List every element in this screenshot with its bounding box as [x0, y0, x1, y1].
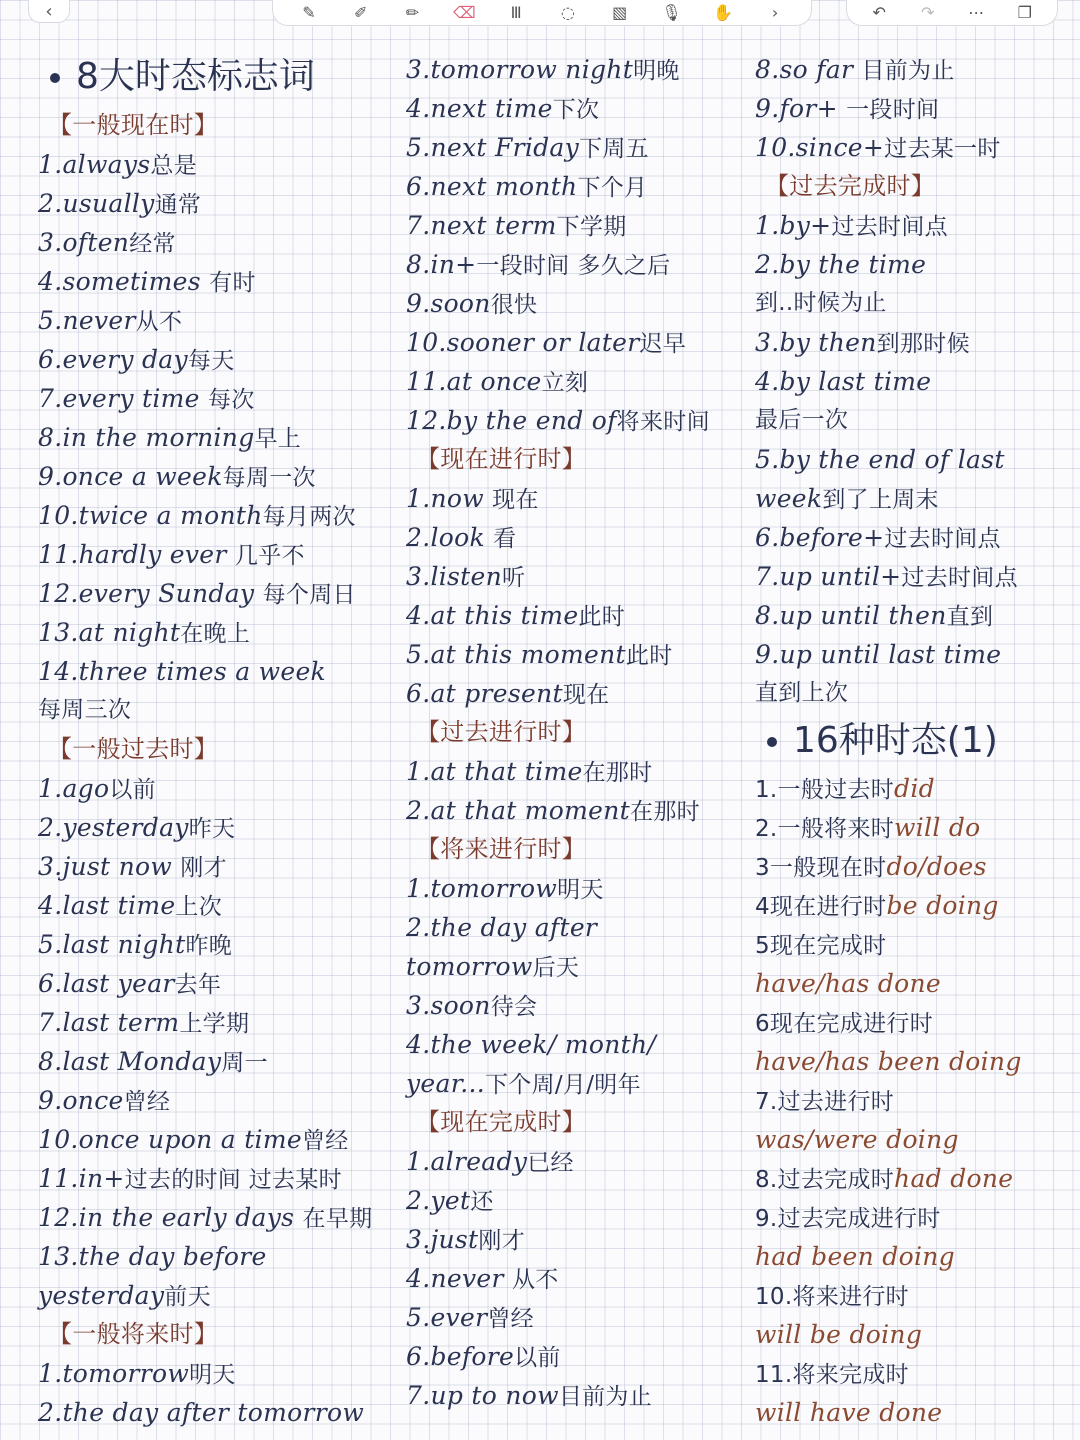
english-term: 5.ever — [406, 1303, 488, 1332]
bullet-dot — [50, 73, 60, 83]
english-term: yesterday — [38, 1281, 165, 1310]
chinese-meaning: 明天 — [189, 1362, 236, 1388]
english-term: 2.yesterday — [38, 813, 189, 842]
chinese-meaning: 立刻 — [541, 370, 589, 396]
tense-form: did — [894, 774, 935, 803]
chinese-meaning: 在晚上 — [180, 621, 251, 647]
history-palette — [846, 0, 1058, 26]
note-line — [406, 752, 751, 791]
chinese-meaning: 下周五 — [579, 136, 649, 162]
pencil-icon[interactable]: ✐ — [353, 3, 368, 22]
english-term: 4.last time — [38, 891, 176, 920]
english-term: 7.last term — [38, 1008, 180, 1037]
column-3-lines-bottom — [755, 769, 1075, 1432]
chinese-meaning: 此时 — [625, 643, 673, 669]
english-term: 10.twice a month — [38, 501, 263, 530]
tool-palette — [272, 0, 812, 26]
column-3 — [755, 50, 1075, 1432]
english-term: 8.up until then — [755, 601, 947, 630]
english-term: 5.never — [38, 306, 136, 335]
lasso-icon[interactable]: ◌ — [560, 3, 575, 22]
section-heading: 【过去进行时】 — [416, 718, 587, 746]
english-term: 3.just — [406, 1225, 479, 1254]
english-term: 6.before+ — [755, 523, 885, 552]
pages-icon[interactable]: ❐ — [1017, 3, 1032, 22]
chinese-meaning: 目前为止 — [558, 1384, 653, 1410]
note-line — [38, 379, 398, 418]
section-heading: 【一般现在时】 — [48, 111, 219, 139]
chinese-meaning: 去年 — [174, 972, 222, 998]
english-term: 1.tomorrow — [406, 874, 558, 903]
english-term: 6.every day — [38, 345, 188, 374]
note-line: have/has done — [755, 969, 941, 998]
note-line — [755, 808, 1075, 847]
chinese-meaning: 5现在完成时 — [755, 933, 887, 959]
note-line — [406, 50, 751, 89]
note-line — [38, 886, 398, 925]
chinese-meaning: 迟早 — [639, 331, 687, 357]
note-line — [406, 1337, 751, 1376]
chinese-meaning: 曾经 — [123, 1089, 171, 1115]
note-line: will have done — [755, 1398, 943, 1427]
note-line — [406, 635, 751, 674]
column-1 — [38, 48, 398, 1432]
more-icon[interactable]: ⋯ — [968, 3, 985, 22]
highlighter-icon[interactable]: ✏ — [405, 3, 420, 22]
chinese-meaning: 目前为止 — [861, 58, 955, 84]
chinese-meaning: 现在 — [562, 682, 610, 708]
chinese-meaning: 下学期 — [556, 214, 627, 240]
chinese-meaning: 有时 — [209, 270, 256, 296]
note-line — [38, 340, 398, 379]
english-term: 6.next month — [406, 172, 578, 201]
tense-form: be doing — [886, 891, 999, 920]
note-line — [38, 1159, 398, 1198]
english-term: 3.listen — [406, 562, 503, 591]
chinese-meaning: 待会 — [490, 994, 538, 1020]
english-term: 4.at this time — [406, 601, 579, 630]
column-2 — [406, 50, 751, 1415]
english-term: 1.at that time — [406, 757, 583, 786]
note-line: was/were doing — [755, 1125, 959, 1154]
note-line — [406, 1220, 751, 1259]
chinese-meaning: 直到 — [946, 604, 994, 630]
chinese-meaning: 明晚 — [633, 58, 680, 84]
english-term: 11.in+ — [38, 1164, 125, 1193]
english-term: 13.at night — [38, 618, 181, 647]
page-title — [38, 48, 398, 106]
note-line — [755, 128, 1075, 167]
chinese-meaning: 在那时 — [582, 760, 653, 786]
note-line — [38, 1237, 398, 1276]
note-line — [755, 362, 1075, 401]
tense-form: do/does — [886, 852, 987, 881]
note-line: 每周三次 — [38, 697, 132, 723]
english-term: 10.once upon a time — [38, 1125, 302, 1154]
note-line — [38, 301, 398, 340]
chinese-meaning: 刚才 — [180, 855, 227, 881]
note-line — [406, 557, 751, 596]
english-term: 11.hardly ever — [38, 540, 235, 569]
english-term: 14.three times a week — [38, 657, 327, 686]
note-line — [406, 206, 751, 245]
note-line — [406, 362, 751, 401]
note-line — [38, 847, 398, 886]
english-term: 2.at that moment — [406, 796, 631, 825]
chinese-meaning: 每月两次 — [262, 504, 356, 530]
pen-icon[interactable]: ✎ — [302, 3, 316, 22]
english-term: 4.never — [406, 1264, 512, 1293]
english-term: 3.just now — [38, 852, 181, 881]
english-term: 6.before — [406, 1342, 515, 1371]
note-line — [755, 50, 1075, 89]
note-line — [406, 284, 751, 323]
column-1-lines — [38, 106, 398, 1432]
note-line — [38, 1003, 398, 1042]
chinese-meaning: 在那时 — [630, 799, 700, 825]
note-line — [38, 1081, 398, 1120]
note-line — [406, 674, 751, 713]
english-term: 2.the day after tomorrow — [38, 1398, 365, 1427]
note-line — [406, 947, 751, 986]
english-term: 3.soon — [406, 991, 491, 1020]
chinese-meaning: 以前 — [109, 777, 156, 803]
english-term: 8.so far — [755, 55, 862, 84]
chinese-meaning: 一段时间 — [846, 97, 940, 123]
note-line — [755, 1354, 1075, 1393]
note-line — [406, 167, 751, 206]
note-line — [755, 557, 1075, 596]
chinese-meaning: 到那时候 — [876, 331, 970, 357]
chinese-meaning: 4现在进行时 — [755, 894, 887, 920]
note-line — [406, 1259, 751, 1298]
chinese-meaning: 3一般现在时 — [755, 855, 887, 881]
redo-icon[interactable]: ↷ — [921, 3, 935, 22]
note-line — [406, 869, 751, 908]
english-term: 1.by+ — [755, 211, 832, 240]
english-term: tomorrow — [406, 952, 533, 981]
note-line — [755, 1198, 1075, 1237]
note-line — [38, 925, 398, 964]
note-line — [38, 496, 398, 535]
column-3-lines-top — [755, 50, 1075, 713]
note-line — [406, 1064, 751, 1103]
chinese-meaning: 明天 — [557, 877, 604, 903]
note-line — [755, 925, 1075, 964]
chinese-meaning: 现在 — [492, 487, 539, 513]
english-term: 9.soon — [406, 289, 491, 318]
english-term: 1.now — [406, 484, 493, 513]
chinese-meaning: 后天 — [532, 955, 580, 981]
section-heading: 【过去完成时】 — [765, 172, 936, 200]
tense-form: had done — [894, 1164, 1014, 1193]
chinese-meaning: 2.一般将来时 — [755, 816, 895, 842]
chinese-meaning: 过去的时间 过去某时 — [124, 1167, 342, 1193]
note-line — [38, 457, 398, 496]
chinese-meaning: 从不 — [511, 1267, 559, 1293]
english-term: 3.often — [38, 228, 130, 257]
note-line — [406, 596, 751, 635]
text-tool-icon[interactable]: Ⅲ — [510, 3, 522, 22]
note-line — [406, 128, 751, 167]
english-term: 13.the day before — [38, 1242, 267, 1271]
note-line — [38, 964, 398, 1003]
chinese-meaning: 8.过去完成时 — [755, 1167, 895, 1193]
note-line — [406, 1142, 751, 1181]
english-term: 4.by last time — [755, 367, 932, 396]
english-term: 1.ago — [38, 774, 110, 803]
section-heading: 【现在完成时】 — [416, 1108, 587, 1136]
note-line — [755, 1276, 1075, 1315]
chinese-meaning: 9.过去完成进行时 — [755, 1206, 941, 1232]
note-line — [38, 184, 398, 223]
english-term: 9.once — [38, 1086, 124, 1115]
chinese-meaning: 早上 — [254, 426, 302, 452]
english-term: 8.in+ — [406, 250, 477, 279]
note-line — [38, 1276, 398, 1315]
tense-form: will do — [894, 813, 981, 842]
english-term: 2.look — [406, 523, 494, 552]
chinese-meaning: 每个周日 — [262, 582, 356, 608]
chinese-meaning: 曾经 — [487, 1306, 534, 1332]
note-line — [755, 635, 1075, 674]
note-line — [406, 1376, 751, 1415]
section-heading: 【一般将来时】 — [48, 1320, 219, 1348]
note-line — [38, 145, 398, 184]
note-line — [406, 479, 751, 518]
note-line — [406, 89, 751, 128]
note-line — [406, 245, 751, 284]
chinese-meaning: 通常 — [154, 192, 202, 218]
note-line — [38, 652, 398, 691]
english-term: 9.up until last time — [755, 640, 1002, 669]
english-term: 2.usually — [38, 189, 155, 218]
toolbar — [0, 0, 1080, 40]
chinese-meaning: 每周一次 — [222, 465, 316, 491]
english-term: 6.last year — [38, 969, 175, 998]
note-line — [406, 791, 751, 830]
english-term: 9.for+ — [755, 94, 847, 123]
section-heading: 【现在进行时】 — [416, 445, 587, 473]
note-line — [755, 847, 1075, 886]
english-term: 5.next Friday — [406, 133, 580, 162]
section-title-16-tenses — [755, 713, 1075, 769]
image-icon[interactable]: ▧ — [612, 3, 628, 22]
english-term: 3.by then — [755, 328, 877, 357]
note-line: 到..时候为止 — [755, 290, 887, 316]
note-line — [755, 1159, 1075, 1198]
chinese-meaning: 6现在完成进行时 — [755, 1011, 934, 1037]
chinese-meaning: 过去时间点 — [901, 565, 1018, 591]
chinese-meaning: 以前 — [514, 1345, 561, 1371]
title-text: 8大时态标志词 — [76, 56, 315, 97]
english-term: 7.up until+ — [755, 562, 902, 591]
note-line — [406, 323, 751, 362]
english-term: 8.in the morning — [38, 423, 255, 452]
section-heading: 【一般过去时】 — [48, 735, 219, 763]
chinese-meaning: 几乎不 — [234, 543, 305, 569]
section-heading: 【将来进行时】 — [416, 835, 587, 863]
bullet-dot — [767, 737, 777, 747]
note-line: have/has been doing — [755, 1047, 1022, 1076]
chinese-meaning: 每次 — [207, 387, 255, 413]
microphone-icon[interactable]: 🎙 — [661, 3, 682, 22]
chinese-meaning: 从不 — [135, 309, 183, 335]
note-line — [38, 1042, 398, 1081]
chinese-meaning: 下个周/月/明年 — [484, 1072, 641, 1098]
english-term: 2.by the time — [755, 250, 927, 279]
chinese-meaning: 周一 — [221, 1050, 268, 1076]
chinese-meaning: 1.一般过去时 — [755, 777, 895, 803]
note-line — [755, 206, 1075, 245]
note-line — [38, 535, 398, 574]
note-line — [38, 769, 398, 808]
note-line — [406, 1298, 751, 1337]
chinese-meaning: 前天 — [164, 1284, 211, 1310]
chinese-meaning: 10.将来进行时 — [755, 1284, 909, 1310]
english-term: 9.once a week — [38, 462, 223, 491]
chinese-meaning: 此时 — [578, 604, 626, 630]
chinese-meaning: 过去时间点 — [884, 526, 1001, 552]
chinese-meaning: 经常 — [129, 231, 176, 257]
note-line — [755, 1081, 1075, 1120]
undo-icon[interactable]: ↶ — [872, 3, 886, 22]
chinese-meaning: 已经 — [527, 1150, 574, 1176]
note-line — [38, 574, 398, 613]
chevron-right-icon[interactable]: › — [771, 3, 779, 22]
note-line — [755, 323, 1075, 362]
english-term: 10.sooner or later — [406, 328, 640, 357]
note-line — [38, 223, 398, 262]
chinese-meaning: 很快 — [490, 292, 538, 318]
note-line — [755, 596, 1075, 635]
english-term: 2.yet — [406, 1186, 471, 1215]
note-line — [755, 440, 1075, 479]
english-term: 7.every time — [38, 384, 208, 413]
chinese-meaning: 过去某一时 — [884, 136, 1001, 162]
chinese-meaning: 将来时间 — [616, 409, 710, 435]
note-line — [38, 808, 398, 847]
back-arrow-icon: ‹ — [45, 0, 53, 22]
english-term: week — [755, 484, 823, 513]
english-term: 10.since+ — [755, 133, 885, 162]
english-term: 1.tomorrow — [38, 1359, 190, 1388]
note-line — [38, 1198, 398, 1237]
note-line — [755, 479, 1075, 518]
note-line — [38, 1354, 398, 1393]
note-line — [38, 613, 398, 652]
english-term: 5.last night — [38, 930, 186, 959]
note-line — [38, 418, 398, 457]
english-term: 3.tomorrow night — [406, 55, 634, 84]
english-term: 4.next time — [406, 94, 553, 123]
section-title-text: 16种时态(1) — [793, 720, 998, 761]
note-line: had been doing — [755, 1242, 955, 1271]
note-line — [406, 518, 751, 557]
chinese-meaning: 每天 — [187, 348, 235, 374]
note-line — [38, 1393, 398, 1432]
english-term: 5.at this moment — [406, 640, 626, 669]
note-line: 最后一次 — [755, 407, 849, 433]
chinese-meaning: 下个月 — [577, 175, 648, 201]
chinese-meaning: 听 — [502, 565, 526, 591]
chinese-meaning: 7.过去进行时 — [755, 1089, 895, 1115]
note-line: 直到上次 — [755, 680, 849, 706]
note-line — [406, 1181, 751, 1220]
chinese-meaning: 看 — [493, 526, 517, 552]
note-line — [406, 986, 751, 1025]
back-button[interactable] — [28, 0, 70, 23]
chinese-meaning: 昨晚 — [185, 933, 233, 959]
english-term: year... — [406, 1069, 485, 1098]
note-line — [755, 518, 1075, 557]
english-term: 6.at present — [406, 679, 563, 708]
chinese-meaning: 下次 — [552, 97, 600, 123]
english-term: 5.by the end of last — [755, 445, 1005, 474]
english-term: 7.up to now — [406, 1381, 559, 1410]
english-term: 8.last Monday — [38, 1047, 222, 1076]
chinese-meaning: 总是 — [150, 153, 198, 179]
note-line — [406, 401, 751, 440]
note-line — [755, 1003, 1075, 1042]
chinese-meaning: 在早期 — [302, 1206, 373, 1232]
chinese-meaning: 上次 — [175, 894, 223, 920]
english-term: 12.by the end of — [406, 406, 617, 435]
chinese-meaning: 到了上周末 — [822, 487, 939, 513]
note-line — [38, 262, 398, 301]
hand-icon[interactable]: ✋ — [713, 3, 734, 22]
chinese-meaning: 昨天 — [188, 816, 236, 842]
note-line — [406, 908, 751, 947]
note-line: will be doing — [755, 1320, 923, 1349]
note-line — [755, 769, 1075, 808]
english-term: 4.sometimes — [38, 267, 210, 296]
english-term: 12.every Sunday — [38, 579, 263, 608]
english-term: 11.at once — [406, 367, 542, 396]
english-term: 1.already — [406, 1147, 528, 1176]
note-line — [755, 886, 1075, 925]
note-line — [755, 245, 1075, 284]
english-term: 1.always — [38, 150, 151, 179]
chinese-meaning: 11.将来完成时 — [755, 1362, 909, 1388]
english-term: 12.in the early days — [38, 1203, 303, 1232]
chinese-meaning: 过去时间点 — [831, 214, 948, 240]
chinese-meaning: 还 — [470, 1189, 494, 1215]
english-term: 2.the day after — [406, 913, 598, 942]
chinese-meaning: 曾经 — [301, 1128, 349, 1154]
chinese-meaning: 一段时间 多久之后 — [476, 253, 671, 279]
chinese-meaning: 上学期 — [179, 1011, 250, 1037]
column-2-lines — [406, 50, 751, 1415]
eraser-icon[interactable]: ⌫ — [452, 3, 476, 22]
english-term: 4.the week/ month/ — [406, 1030, 657, 1059]
chinese-meaning: 刚才 — [478, 1228, 525, 1254]
note-line — [755, 89, 1075, 128]
note-line — [406, 1025, 751, 1064]
english-term: 7.next term — [406, 211, 557, 240]
note-line — [38, 1120, 398, 1159]
